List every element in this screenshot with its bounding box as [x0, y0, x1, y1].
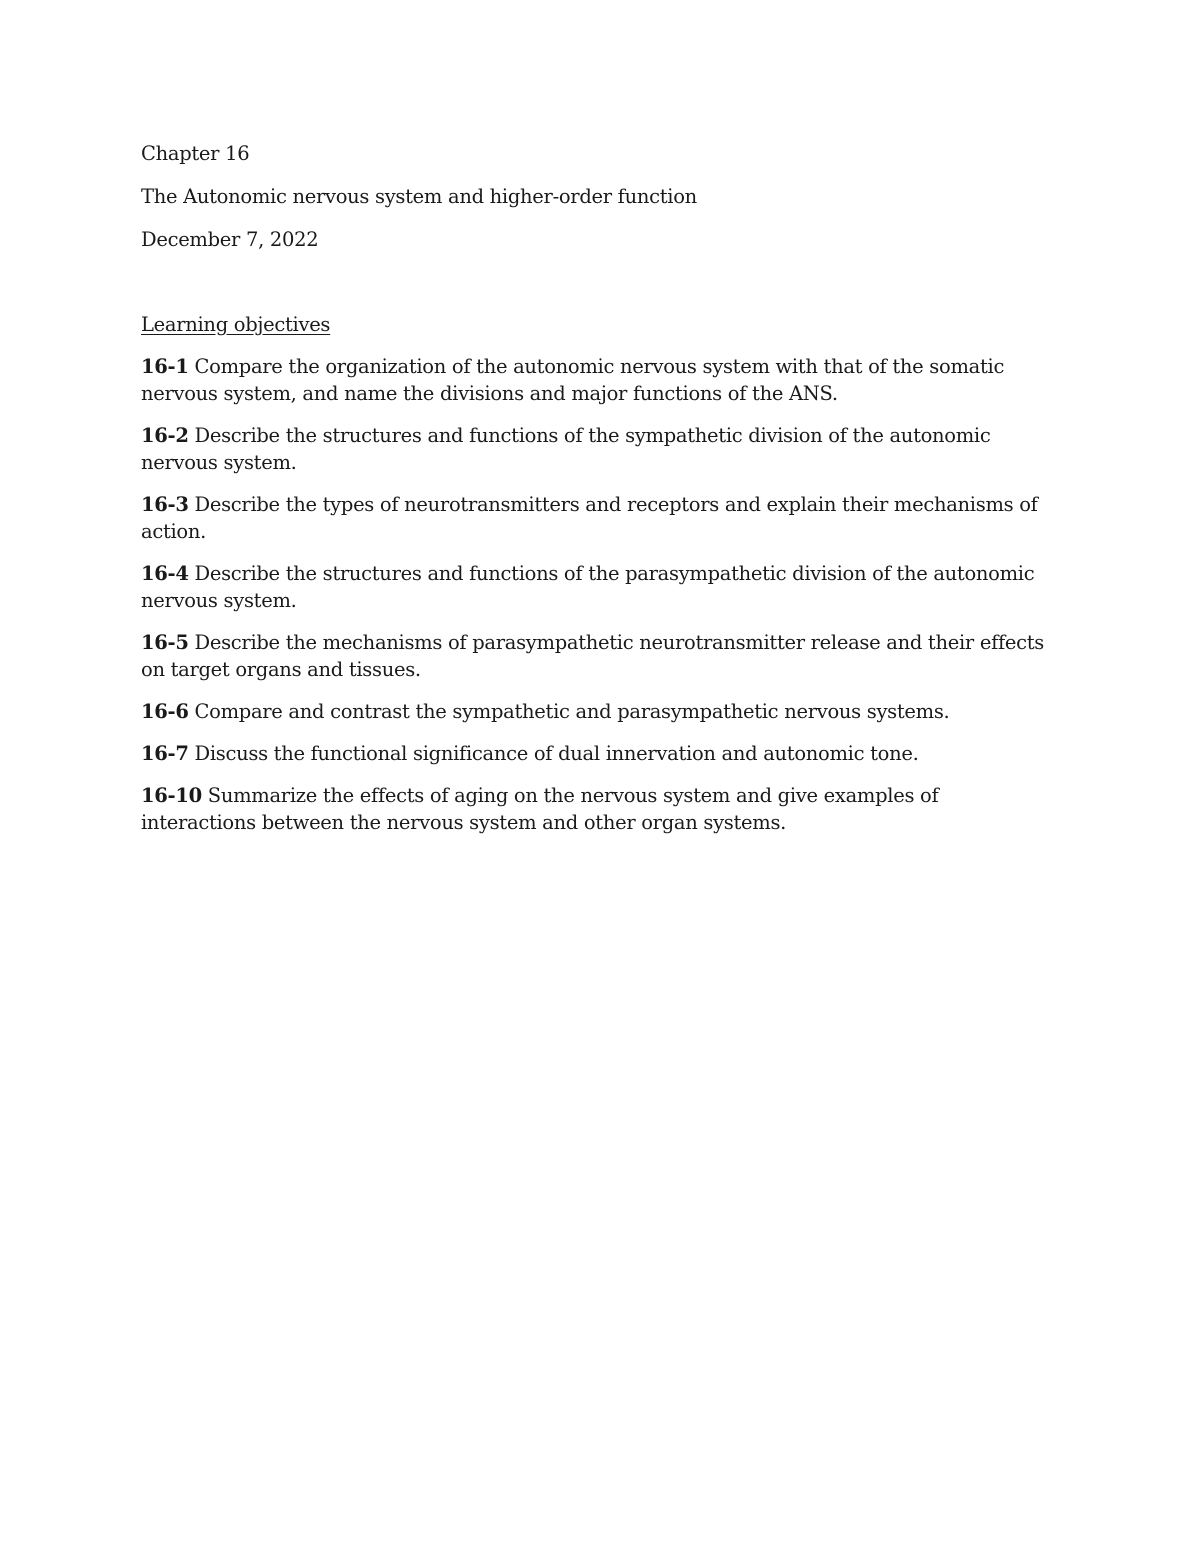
objective-item [141, 782, 1056, 836]
document-date: December 7, 2022 [141, 228, 319, 251]
objectives-heading: Learning objectives [141, 313, 331, 336]
objective-item [141, 353, 1056, 407]
objective-text: Compare and contrast the sympathetic and parasympathetic nervous systems. [194, 700, 950, 723]
section-spacer [141, 269, 1056, 311]
objective-text: Describe the structures and functions of the parasympathetic division of the autonomic nervous system. [141, 562, 1035, 612]
objective-number: 16-2 [141, 424, 189, 447]
objective-text: Describe the types of neurotransmitters and receptors and explain their mechanisms of action. [141, 493, 1038, 543]
objective-item [141, 740, 1056, 767]
objective-number: 16-3 [141, 493, 189, 516]
document-body [141, 140, 1056, 851]
objective-text: Compare the organization of the autonomic nervous system with that of the somatic nervous system, and name the divisions and major functions of the ANS. [141, 355, 1005, 405]
objective-text: Describe the structures and functions of the sympathetic division of the autonomic nervous system. [141, 424, 991, 474]
objective-number: 16-6 [141, 700, 189, 723]
objective-item [141, 422, 1056, 476]
objective-number: 16-7 [141, 742, 189, 765]
objective-text: Summarize the effects of aging on the nervous system and give examples of interactions between the nervous system and other organ systems. [141, 784, 939, 834]
objective-text: Discuss the functional significance of dual innervation and autonomic tone. [194, 742, 919, 765]
objective-item [141, 698, 1056, 725]
objective-number: 16-1 [141, 355, 189, 378]
objective-item [141, 629, 1056, 683]
objective-text: Describe the mechanisms of parasympathetic neurotransmitter release and their effects on target organs and tissues. [141, 631, 1045, 681]
chapter-title: The Autonomic nervous system and higher-order function [141, 185, 697, 208]
objective-number: 16-5 [141, 631, 189, 654]
objective-item [141, 560, 1056, 614]
objective-number: 16-4 [141, 562, 189, 585]
objective-item [141, 491, 1056, 545]
chapter-label: Chapter 16 [141, 142, 250, 165]
objective-number: 16-10 [141, 784, 202, 807]
